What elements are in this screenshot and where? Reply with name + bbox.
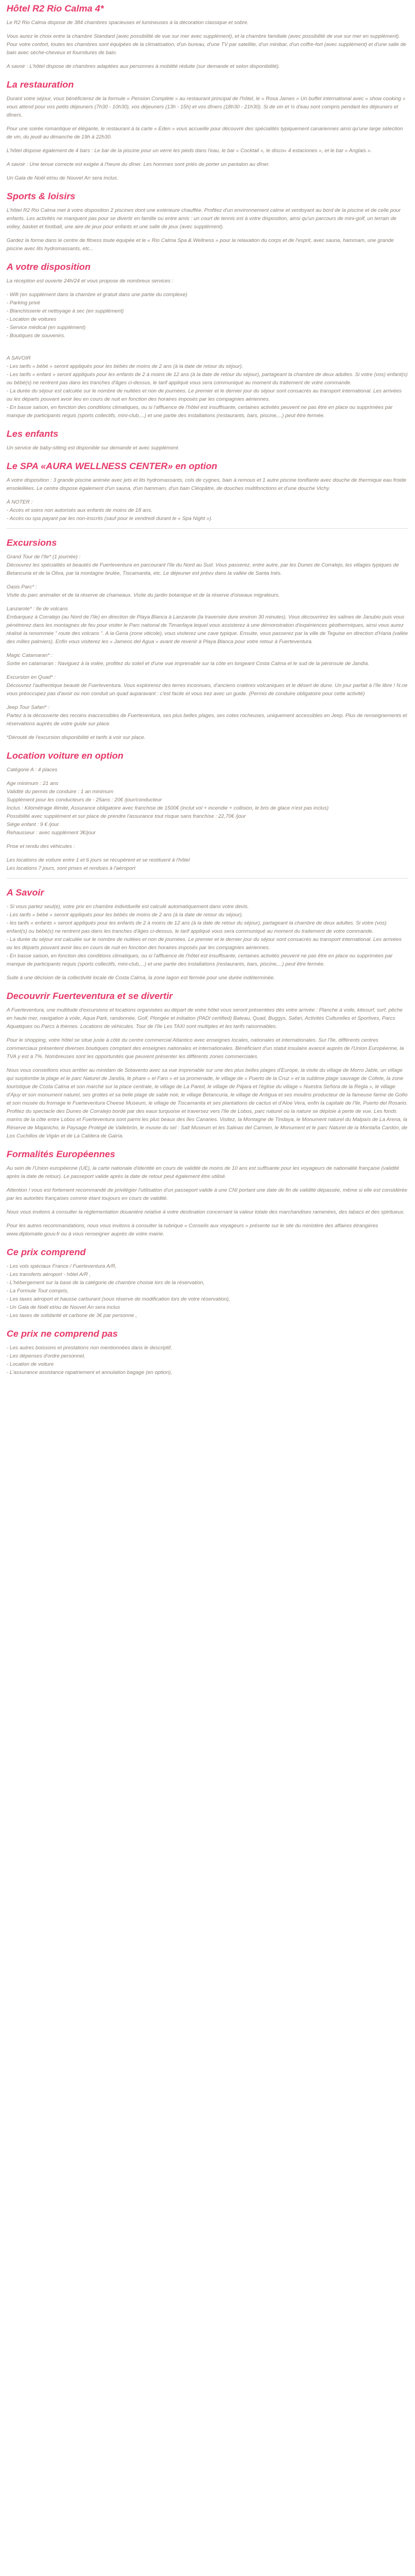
asavoir-closing: Suite à une décision de la collectivité locale de Costa Calma, la zone lagon est fermée pour une durée indéterminée. <box>7 975 275 981</box>
dispo-savoir-label: A SAVOIR <box>7 355 31 361</box>
list-item: - Les tarifs « bébé » seront appliqués pour les bébés de moins de 2 ans (à la date de retour du séjour). <box>7 912 243 918</box>
excursion-grand-tour: Grand Tour de l'île* (1 journée) : Découvrez les spécialités et beautés de Fuerteventura en parcourant l'île du Nord au Sud. Vous passerez, entre autre, par les Dunes de Corralejo, les villages typiques de Betancuria et de la Oliva, par la montagne brulée, Tiscamanita, etc. Le déjeuner est prévu dans la vallée de Santa Inés. <box>7 554 399 576</box>
list-item: - Accès ou spa payant par les non-inscrits (sauf pour le vendredi durant le « Spa Night »). <box>7 516 213 522</box>
list-item: - Les autres boissons et prestations non mentionnées dans le descriptif, <box>7 1345 172 1351</box>
list-item: - Si vous partez seul(e), votre prix en chambre individuelle est calculé automatiquement dans votre devis. <box>7 904 249 910</box>
formalites-p4: Pour les autres recommandations, nous vous invitons à consulter la rubrique « Conseils aux voyageurs » présente sur le site du ministère des affaires étrangères www.diplomatie.gouv.fr ou à vous renseigner auprès de votre mairie. <box>7 1223 378 1237</box>
enfants-text: Un service de baby-sitting est disponible sur demande et avec supplément. <box>7 445 180 451</box>
list-item: - Les tarifs « bébé » seront appliqués pour les bébés de moins de 2 ans (à la date de retour du séjour). <box>7 363 243 369</box>
list-item: Supplément pour les conducteurs de - 25ans : 20€ /jour/conducteur <box>7 797 162 803</box>
sports-p2: Gardez la forme dans le centre de fitness toute équipée et le « Rio Calma Spa & Wellness » pour la relaxation du corps et de l'esprit, avec sauna, hammam, une grande piscine avec lits hydromassants, etc... <box>7 238 394 252</box>
list-item: - L'hébergement sur la base de la catégorie de chambre choisie lors de la réservation, <box>7 1280 205 1286</box>
restauration-p1: Durant votre séjour, vous bénéficierez de la formule « Pension Complète » au restaurant principal de l'hôtel, le « Rosa James » Un buffet international avec « show cooking » vous attend pour vos petits déjeuners (7h30 - 10h30), vos déjeuners (13h - 15h) et vos dîners (18h30 - 21h30). Si de vin et ½ d'eau sont compris pendant les déjeuners et dîners. <box>7 96 406 118</box>
list-item: Les locations 7 jours, sont prises et rendues à l'aéroport <box>7 865 136 871</box>
spa-text: A votre disposition : 3 grande piscine animée avec jets et lits hydromassants, cols de cygnes, bain à remous et 1 autre piscine tonifiante avec douche de thermique eau froide ensoleillées. Le centre dispose également d'un sauna, d'un hammam, d'un bain Cléopâtre, de douches multifonctions et d'une douche Vichy. <box>7 477 406 492</box>
list-item: - Un Gala de Noël et/ou de Nouvel An sera inclus <box>7 1304 120 1310</box>
section-title-excursions: Excursions <box>7 538 57 548</box>
formalites-p1: Au sein de l'Union européenne (UE), la carte nationale d'identité en cours de validité de moins de 10 ans est suffisante pour les voyageurs de nationalité française (validité après la date de retour). Le passeport valide après la date de retour peut également être utilisé. <box>7 1165 400 1180</box>
hotel-intro-1: Le R2 Rio Calma dispose de 384 chambres spacieuses et lumineuses à la décoration classique et sobre. <box>7 20 249 26</box>
section-title-decouvrir: Decouvrir Fuerteventura et se divertir <box>7 991 173 1001</box>
list-item: - Wifi (en supplément dans la chambre et gratuit dans une partie du complexe) <box>7 292 187 298</box>
decouvrir-p2: Pour le shopping, votre hôtel se situe juste à côté du centre commercial Atlantico avec enseignes locales, nationales et internationales. Sur l'île, différents centres commerciaux présentent diverses boutiques comptant des enseignes nationales et internationales. Bénéficiant d'un statut insulaire avancé auprès de l'Union Européenne, la TVA y est à 7%. Nombreuses sont les opportunités que peuvent présenter les différents zones commerciales. <box>7 1037 404 1060</box>
list-item: - Les vols spéciaux France / Fuerteventura A/R, <box>7 1263 117 1269</box>
section-title-spa: Le SPA «AURA WELLNESS CENTER» en option <box>7 461 217 471</box>
location-pickup: Prise et rendu des véhicules : <box>7 844 75 850</box>
restauration-p3: L'hôtel dispose également de 4 bars : Le bar de la piscine pour un verre les pieds dans l'eau, le bar « Cocktail », le disco« 4 estaciones », et le bar « Anglais ». <box>7 148 372 154</box>
restauration-p2: Pour une soirée romantique et élégante, le restaurant à la carte « Eden » vous accueille pour découvrir des spécialités typiquement canariennes ainsi qu'une large sélection de vin, du jeudi au dimanche de 19h à 22h30. <box>7 126 403 140</box>
location-lines <box>7 779 408 837</box>
list-item: Rehausseur : avec supplément 3€/jour <box>7 830 96 836</box>
hotel-intro-2: Vous aurez le choix entre la chambre Standard (avec possibilité de vue sur mer avec supplément), et la chambre familiale (avec possibilité de vue sur mer en supplément). Pour votre confort, toutes les chambres sont équipées de la climatisation, d'un bureau, d'une TV par satellite, d'un minibar, d'un coffre-fort (avec supplément) et d'une salle de bain avec sèche-cheveux et fournitures de bain. <box>7 33 406 56</box>
section-title-sports: Sports & loisirs <box>7 191 76 201</box>
list-item: - En basse saison, en fonction des conditions climatiques, ou si l'affluence de l'hôtel est insuffisante, certaines activités peuvent ne pas être en place ou supprimées par manque de participants requis (sports collectifs, mini-club,...) et une partie des installations (restaurants, bars, piscine,...) peut être fermée. <box>7 953 393 967</box>
list-item: - Les tarifs « enfant » seront appliqués pour les enfants de 2 à moins de 12 ans (à la date de retour du séjour), partageant la chambre de deux adultes. Si votre (vos) enfant(s) ou bébé(s) ne rentrent pas dans les tranches d'âges ci-dessus, le tarif appliqué vous sera communiqué au moment du traitement de votre commande. <box>7 372 408 386</box>
list-item: - Les transferts aéroport - hôtel A/R , <box>7 1272 91 1278</box>
formalites-p3: Nous vous invitons à consulter la réglementation douanière relative à votre destination concernant la valeur totale des marchandises ramenées, des tabacs et des spiritueux. <box>7 1209 405 1215</box>
list-item: - Les taxes aéroport et hausse carburant (sous réserve de modification lors de votre réservation), <box>7 1296 230 1302</box>
section-title-formalites: Formalités Européennes <box>7 1149 116 1159</box>
excursion-quad: Excursion en Quad* : Découvrez l'authentique beauté de Fuerteventura. Vous explorerez des terres inconnues, d'anciens cratères volcaniques et le désert de dune. Un jour parfait à l'île libre ! N.ne vous préoccupez pas d'avoir ou non conduit un quad auparavant : c'est facile et vous irez avec un guide. (Permis de conduire obligatoire pour cette activité) <box>7 674 408 697</box>
list-item: - Les taxes de solidarité et carbone de 3€ par personne , <box>7 1313 137 1319</box>
restauration-p5: Un Gala de Noël et/ou de Nouvel An sera inclus. <box>7 175 119 181</box>
section-title-noncomprend: Ce prix ne comprend pas <box>7 1329 118 1339</box>
section-title-comprend: Ce prix comprend <box>7 1247 86 1257</box>
section-title-location: Location voiture en option <box>7 750 124 761</box>
sports-p1: L'hôtel R2 Rio Calma met à votre disposition 2 piscines dont une extérieure chauffée. Profitez d'un environnement calme et verdoyant au bord de la piscine et de celle pour enfants. Les activités ne manquent pas pour se divertir en famille ou entre amis : un court de tennis est à votre disposition, ainsi qu'un parcours de mini-golf, un terrain de volley, basket et football, une aire de jeux pour enfants et une salle de jeux (avec supplément). <box>7 207 401 230</box>
list-item: - La Formule Tout compris, <box>7 1288 69 1294</box>
hotel-title: Hôtel R2 Rio Calma 4* <box>7 3 104 14</box>
hotel-intro-3: A savoir : L'hôtel dispose de chambres adaptées aux personnes à mobilité réduite (sur demande et selon disponibilité). <box>7 63 280 70</box>
excursion-lanzarote: Lanzarote* : île de volcans Embarquez à Corralejo (au Nord de l'île) en direction de Playa Blanca à Lanzarote (la traversée dure environ 30 minutes). Vous découvrirez les salines de Janubio puis vous pénétrerez dans les montagnes de feu pour visiter le Parc national de Timanfaya lequel vous assisterez à une démonstration d'expériences géothermiques, ainsi vous aurez réalisé la renommée " route des volcans ". A la Geria (zone viticole), vous visiterez une cave typique. Ensuite, vous passerez par la ville de Teguise en direction d'Haria (vallée des milles palmiers). Enfin vous visiterez les « Jameos del Agua » avant de revenir à Playa Blanca pour votre retour à Fuerteventura. <box>7 606 408 645</box>
list-item: - Les dépenses d'ordre personnel, <box>7 1353 85 1359</box>
divider <box>7 528 408 529</box>
section-title-dispo: A votre disposition <box>7 262 91 272</box>
spa-note-label: À NOTER : <box>7 499 33 505</box>
list-item: Age minimum : 21 ans <box>7 781 59 787</box>
location-category: Catégorie A : 4 places <box>7 767 57 773</box>
list-item: - Boutiques de souvenirs. <box>7 333 66 339</box>
list-item: - Location de voitures <box>7 316 56 322</box>
dispo-savoir-list <box>7 362 408 420</box>
list-item: Inclus : Kilométrage illimité, Assurance obligatoire avec franchise de 1500€ (inclut vol + incendie + collision, le bris de glace n'est pas inclus) <box>7 805 329 811</box>
list-item: Possibilité avec supplément et sur place de prendre l'assurance tout risque sans franchise : 22,70€ /jour <box>7 813 246 819</box>
list-item: - Service médical (en supplément) <box>7 325 86 331</box>
section-title-asavoir: A Savoir <box>7 887 44 898</box>
list-item: - En basse saison, en fonction des conditions climatiques, ou si l'affluence de l'hôtel est insuffisante, certaines activités peuvent ne pas être en place ou supprimées par manque de participants requis (sports collectifs, mini-club,...) et une partie des installations (restaurants, bars, piscine,...) peut être fermée. <box>7 405 393 419</box>
excursion-catamaran: Magic Catamaran* : Sortie en catamaran : Naviguez à la volée, profitez du soleil et d'une vue imprenable sur la côte en longeant Costa Calma et le sud de la péninsule de Jandía. <box>7 652 370 667</box>
list-item: - les tarifs « enfants » seront appliqués pour les enfants de 2 à moins de 12 ans (à la date de retour du séjour), partageant la chambre de deux adultes. Si votre (vos) enfant(s) ou bébé(s) ne rentrent pas dans les tranches d'âges ci-dessus, le tarif appliqué vous sera communiqué au moment du traitement de votre commande. <box>7 920 387 934</box>
section-title-enfants: Les enfants <box>7 429 59 439</box>
dispo-lead: La réception est ouverte 24h/24 et vous propose de nombreux services : <box>7 278 174 284</box>
excursion-jeep: Jeep Tour Safari* : Partez à la découverte des recoins inaccessibles de Fuerteventura, ses plus belles plages, ses cotes rocheuses, uniquement accessibles en Jeep. Plus de renseignements et réservations auprès de votre guide sur place. <box>7 704 407 727</box>
asavoir-list <box>7 903 408 968</box>
location-pickup-lines <box>7 856 408 873</box>
decouvrir-p3: Nous vous conseillons vous arrêter au minidam de Sotavento avec sa vue imprenable sur une des plus belles plages d'Europe, la visite du village de Morro Jable, un village qui surplombe la plage et le parc Naturel de Jandía, le phare « el Faro » et sa promenade, le village de « Puerto de la Cruz » et la sublime plage sauvage de Cofete, la zone touristique de Costa Calma et son marché sur la place centrale, le village de La Pared, le village de Pájara et l'église du village « Nuestra Señora de la Regla », le village d'Ajuy et son monument naturel, ses grottes et sa belle plage de sable noir, le village Betancuria, le village de Antigua et ses moulins producteur de la fameuse farine de Gofio et son musée du fromage le Fuerteventura Cheese Museum, le village de Tiscamanita et ses plantations de cactus et d'Aloe Vera, enfin la capitale de l'île, Puerto del Rosario. Profitez du spectacle des Dunes de Corralejo bordé par des eaux turquoise et traversez vers l'île de Lobos, parc naturel où la nature se déploie à perte de vue. Les fonds marins de la côte entre Lobos et Fuerteventura sont parmi les plus beaux des îles Canaries. Visitez, la Montagne de Tindaya, le Monument naturel du Malpaís de La Arena, la Réserve de Majanicho, le Paysage Protégé de Vallebrón, le musée du sel : Salt Museum et les Salinas del Carmen, le Monument et le parc Naturel de la Montaña Cardón, de Los Cuchillos de Vigán et de La Caldera de Gairía. <box>7 1067 408 1139</box>
divider <box>7 878 408 879</box>
dispo-list <box>7 291 408 340</box>
list-item: Les locations de voiture entre 1 et 6 jours se récupèrent et se restituent à l'hôtel <box>7 857 190 863</box>
excursion-oasis: Oasis Parc* : Visite du parc animalier et de la réserve de chameaux. Visite du jardin botanique et de la réserve d'oiseaux migrateurs. <box>7 584 280 598</box>
list-item: Siège enfant : 9 € /jour <box>7 822 59 828</box>
restauration-p4: A savoir : Une tenue correcte est exigée à l'heure du dîner. Les hommes sont priés de porter un pantalon au dîner. <box>7 161 270 168</box>
list-item: - Blanchisserie et nettoyage à sec (en supplément) <box>7 308 124 314</box>
formalites-p2: Attention ! vous est fortement recommandé de privilégier l'utilisation d'un passeport valide à une CNI portant une date de fin de validité dépassée, même si elle est considérée par les autorités françaises comme étant toujours en cours de validité. <box>7 1187 407 1202</box>
spa-notes <box>7 506 408 523</box>
list-item: - Accès et soins non autorisés aux enfants de moins de 18 ans. <box>7 507 153 513</box>
comprend-list <box>7 1262 408 1320</box>
list-item: - La durée du séjour est calculée sur le nombre de nuitées et non de journées. Le premier et le dernier jour du séjour sont consacrés au transport international. Les arrivées ou les départs pouvant avoir lieu en cours de nuit en fonction des horaires imposés par les compagnies aériennes. <box>7 388 402 402</box>
noncomprend-list <box>7 1344 408 1377</box>
decouvrir-p1: A Fuerteventura, une multitude d'excursions et locations organisées au départ de votre hôtel vous seront présentées dès votre arrivée : Planche à voile, kitesurf, surf, pêche en haute mer, navigation à voile, Aqua Park, randonnée, Golf, Plongée et initiation (PADI certified) Bateau, Quad, Buggys, Safari, Activités Culturelles et Sportives, Parcs Aquatiques ou Parcs à thèmes. Locations de véhicules. Tour de l'île Les TAXI sont multiples et les tarifs raisonnables. <box>7 1007 403 1030</box>
list-item: - La durée du séjour est calculée sur le nombre de nuitées et non de journées. Le premier et le dernier jour du séjour sont consacrés au transport international. Les arrivées ou les départs pouvant avoir lieu en cours de nuit en fonction des horaires imposés par les compagnies aériennes. <box>7 937 402 951</box>
section-title-restauration: La restauration <box>7 79 74 90</box>
list-item: Validité du permis de conduire : 1 an minimum <box>7 789 114 795</box>
list-item: - L'assurance assistance rapatriement et annulation bagage (en option), <box>7 1370 172 1376</box>
list-item: - Parking privé <box>7 300 41 306</box>
list-item: - Location de voiture <box>7 1361 54 1367</box>
excursion-footnote: *Dérouté de l'excursion disponibilité et tarifs à voir sur place. <box>7 735 146 741</box>
